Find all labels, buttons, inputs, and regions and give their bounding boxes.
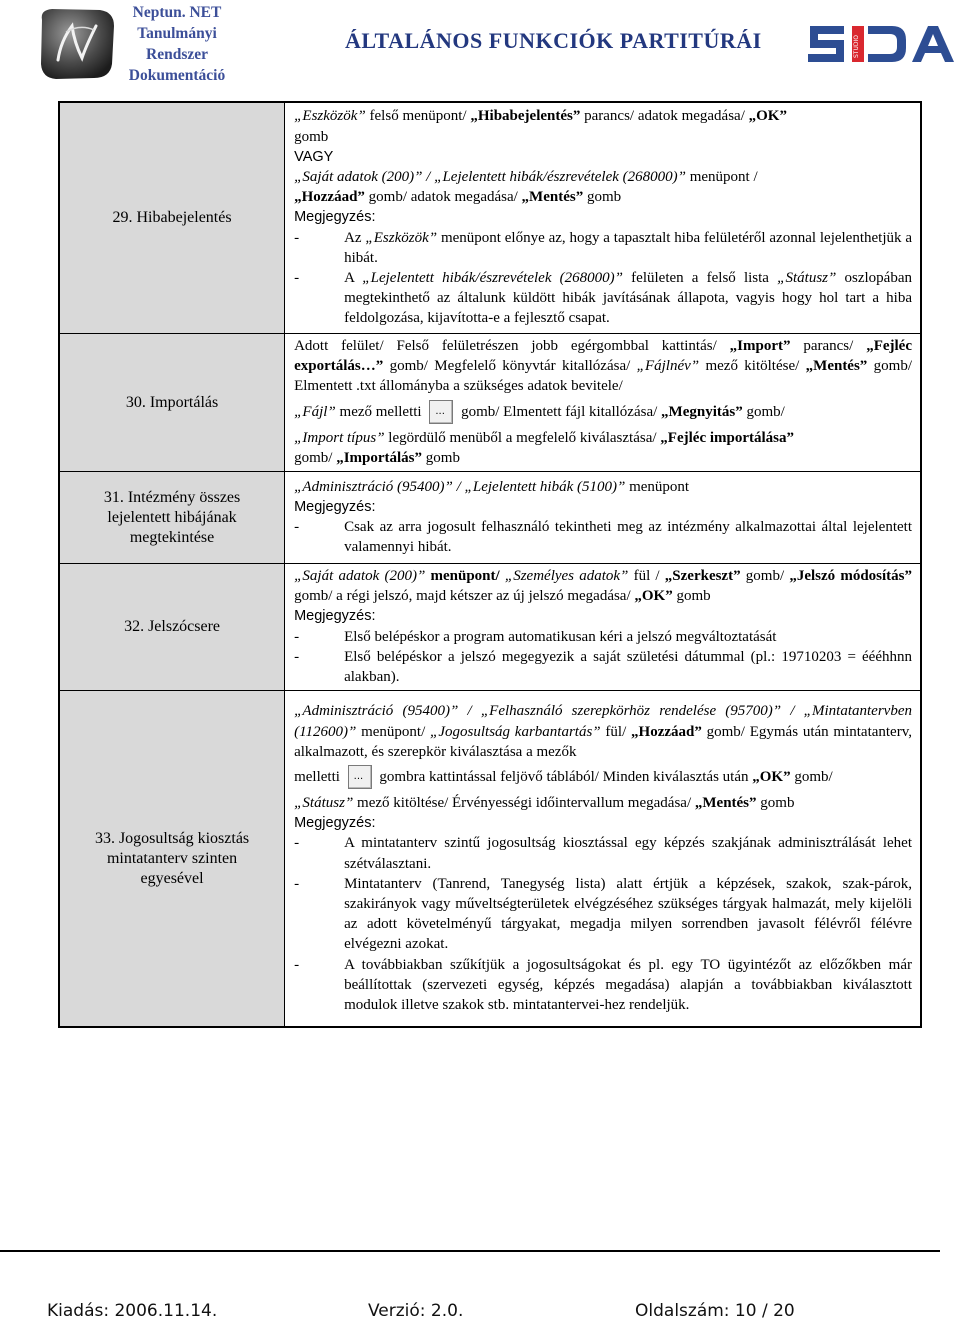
row-content: „Saját adatok (200)” menüpont/ „Személyes adatok” fül / „Szerkeszt” gomb/ „Jelszó módosítás” gomb/ a régi jelszó, majd kétszer az új jelszó megadása/ „OK” gomb Megjegyzés: - Első belépéskor a program automatikusan kéri a jelszó megváltoztatását - Első belépéskor a jelszó megegyezik a saját születési dátummal (pl.: 19710203 = éééhhnn alakban). <box>285 564 921 691</box>
row-label: 30. Importálás <box>59 334 285 472</box>
function-table <box>58 101 922 1028</box>
table-row <box>59 472 921 564</box>
note-heading: Megjegyzés: <box>294 498 376 515</box>
row-label: 32. Jelszócsere <box>59 564 285 691</box>
footer-page-number: Oldalszám: 10 / 20 <box>635 1301 795 1321</box>
row-label: 33. Jogosultság kiosztás mintatanterv szinten egyesével <box>59 691 285 1028</box>
row-content: „Eszközök” felső menüpont/ „Hibabejelentés” parancs/ adatok megadása/ „OK” gomb VAGY „Saját adatok (200)” / „Lejelentett hibák/észrevételek (268000)” menüpont / „Hozzáad” gomb/ adatok megadása/ „Mentés” gomb Megjegyzés: - Az „Eszközök” menüpont előnye az, hogy a tapasztalt hiba felületéről azonnal lejelenthetjük a hibát. - A „Lejelentett hibák/észrevételek (268000)” felületen a felső lista „Státusz” oszlopában megtekinthető az általunk küldött hibák javításának állapota, vagyis hogy hol tart a hiba feldolgozása, kijavította-e a fejlesztő csapat. <box>285 102 921 334</box>
row-content: Adott felület/ Felső felületrészen jobb egérgombbal kattintás/ „Import” parancs/ „Fejléc exportálás…” gomb/ Megfelelő könyvtár kitallózása/ „Fájlnév” mező kitöltése/ „Mentés” gomb/ Elmentett .txt állományba a szükséges adatok bevitele/ „Fájl” mező melletti ... gomb/ Elmentett fájl kitallózása/ „Megnyitás” gomb/ „Import típus” legördülő menüből a megfelelő kiválasztása/ „Fejléc importálása” gomb/ „Importálás” gomb <box>285 334 921 472</box>
page-title: ÁLTALÁNOS FUNKCIÓK PARTITÚRÁI <box>345 28 762 53</box>
note-heading: Megjegyzés: <box>294 209 376 226</box>
row-content: „Adminisztráció (95400)” / „Lejelentett hibák (5100)” menüpont Megjegyzés: - Csak az arra jogosult felhasználó tekintheti meg az intézmény alkalmazottai által lejelentett valamennyi hibát. <box>285 472 921 564</box>
footer-version: Verzió: 2.0. <box>368 1301 464 1321</box>
svg-text:STUDIO: STUDIO <box>853 35 860 58</box>
table-row <box>59 691 921 1028</box>
page-header <box>0 0 960 90</box>
browse-button-icon: ... <box>348 765 372 789</box>
row-label: 31. Intézmény összes lejelentett hibájának megtekintése <box>59 472 285 564</box>
document-series-title: Neptun. NET Tanulmányi Rendszer Dokumentáció <box>128 4 226 84</box>
table-row <box>59 564 921 691</box>
browse-button-icon: ... <box>429 400 453 424</box>
note-heading: Megjegyzés: <box>294 815 376 832</box>
table-row <box>59 334 921 472</box>
footer-divider <box>0 1250 940 1252</box>
footer-release-date: Kiadás: 2006.11.14. <box>47 1301 218 1321</box>
row-content: „Adminisztráció (95400)” / „Felhasználó szerepkörhöz rendelése (95700)” / „Mintatantervben (112600)” menüpont/ „Jogosultság karbantartás” fül/ „Hozzáad” gomb/ Egymás után mintatanterv, alkalmazott, és szerepkör kiválasztása a mezők melletti ... gombra kattintással feljövő táblából/ Minden kiválasztás után „OK” gomb/ „Státusz” mező kitöltése/ Érvényességi időintervallum megadása/ „Mentés” gomb Megjegyzés: - A mintatanterv szintű jogosultság kiosztással egy képzés szakjának adminisztrálását lehet szétválasztani. - Mintatanterv (Tanrend, Tanegység lista) alatt értjük a képzések, szakok, szak-párok, szakirányok vagy műveltségterületek elvégzéséhez szükséges tárgyak halmazát, mely kijelöli az adott követelményű tárgyakat, megadja milyen sorrendben javasolt félévről félévre elvégezni azokat. - A továbbiakban szűkítjük a jogosultságokat és pl. egy TO ügyintézőt az előzőkben már beállítottak (szervezeti egység, képzés megadása) alapján a továbbiakban kiválasztott modulok illetve szakok stb. mintatantervei-hez rendeljük. <box>285 691 921 1028</box>
sda-studio-logo-icon <box>800 18 960 70</box>
note-heading: Megjegyzés: <box>294 608 376 625</box>
table-row <box>59 102 921 334</box>
neptun-logo-icon <box>36 6 118 82</box>
row-label: 29. Hibabejelentés <box>59 102 285 334</box>
